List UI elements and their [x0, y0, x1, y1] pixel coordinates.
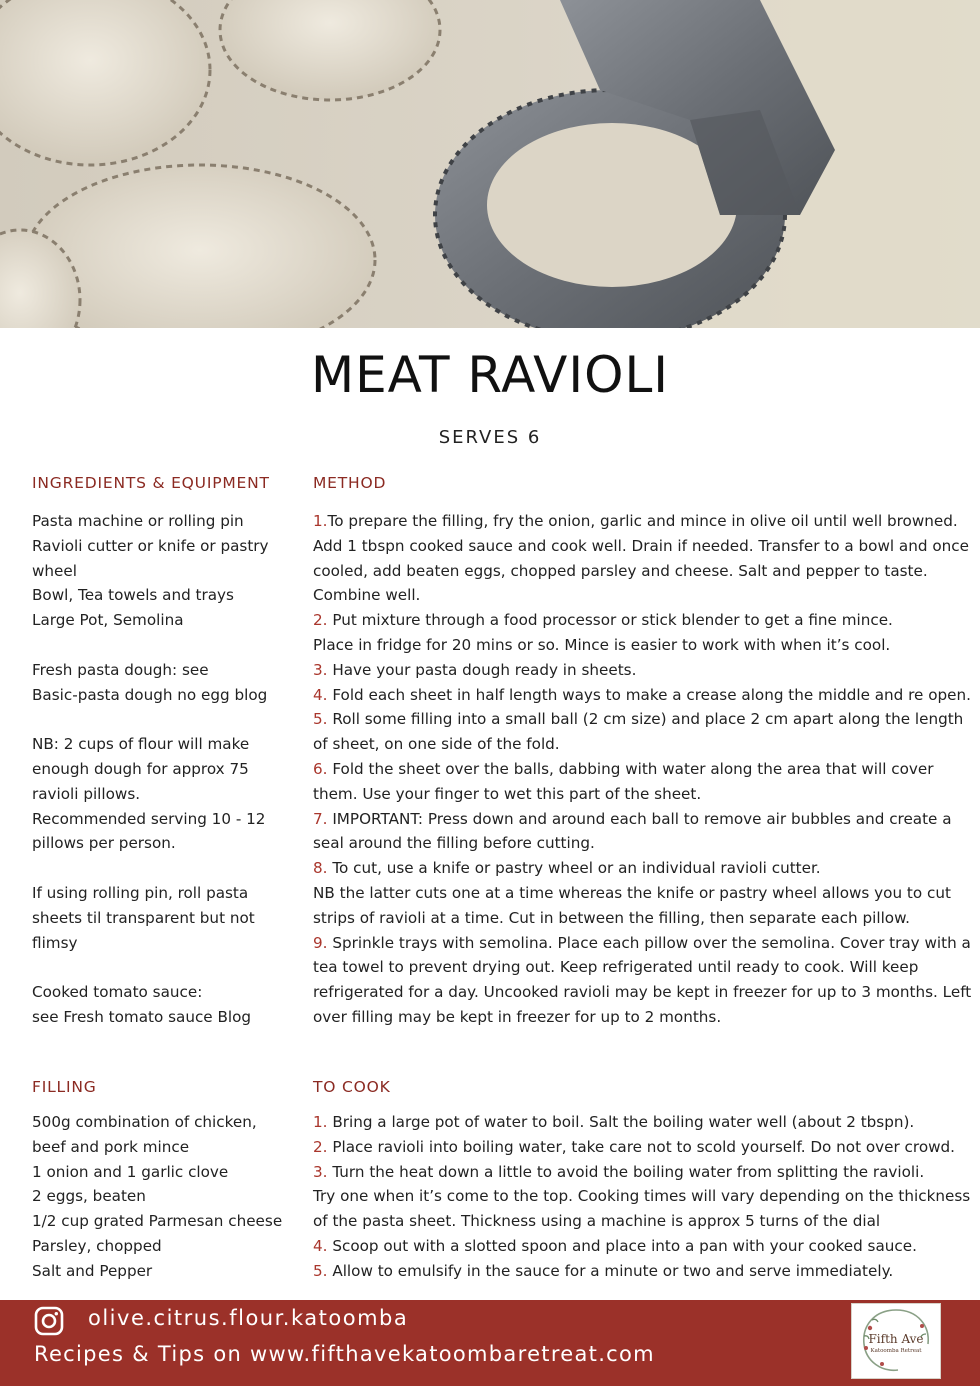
- method-steps: [313, 509, 973, 1030]
- tomato-sauce-paragraph: [32, 980, 294, 1030]
- ingredient-line: Pasta machine or rolling pin: [32, 512, 244, 530]
- ingredient-line: Fresh pasta dough: see: [32, 660, 209, 679]
- step-text: To prepare the filling, fry the onion, garlic and mince in olive oil until well browned. Add 1 tbspn cooked sauce and cook well. Drain if needed. Transfer to a bowl and once cooled, add beaten eggs, chopped parsley and cheese. Salt and pepper to taste. Combine well.: [313, 512, 969, 605]
- filling-item: Salt and Pepper: [32, 1261, 153, 1280]
- step-number: 1.: [313, 512, 328, 530]
- step-text: To cut, use a knife or pastry wheel or an individual ravioli cutter.: [327, 859, 821, 878]
- step-text: Fold each sheet in half length ways to make a crease along the middle and re open.: [327, 685, 971, 704]
- step-text: Put mixture through a food processor or stick blender to get a fine mince.: [327, 611, 893, 630]
- step-number: 4.: [313, 1236, 328, 1255]
- step-text-extra: Place in fridge for 20 mins or so. Mince is easier to work with when it’s cool.: [313, 635, 891, 654]
- step-text: Place ravioli into boiling water, take care not to scold yourself. Do not over crowd.: [327, 1137, 955, 1156]
- step-number: 3.: [313, 1162, 328, 1181]
- ingredient-line: Recommended serving 10 - 12 pillows per person.: [32, 809, 266, 853]
- step-number: 6.: [313, 759, 328, 778]
- ingredients-heading: INGREDIENTS & EQUIPMENT: [32, 474, 270, 492]
- cook-step-4: [313, 1234, 978, 1259]
- filling-item: 2 eggs, beaten: [32, 1187, 146, 1206]
- step-text: Allow to emulsify in the sauce for a minute or two and serve immediately.: [327, 1261, 894, 1280]
- filling-item: 1/2 cup grated Parmesan cheese: [32, 1212, 283, 1231]
- equipment-paragraph: [32, 509, 294, 633]
- step-number: 7.: [313, 809, 328, 828]
- method-step-9: [313, 931, 973, 1030]
- to-cook-heading: TO COOK: [313, 1078, 391, 1096]
- step-number: 5.: [313, 1261, 328, 1280]
- step-number: 2.: [313, 611, 328, 630]
- method-step-6: [313, 757, 973, 807]
- instagram-handle-link[interactable]: olive.citrus.flour.katoomba: [88, 1306, 409, 1330]
- ingredients-list: [32, 509, 294, 1030]
- hero-photo-ravioli-cutter: [0, 0, 980, 328]
- serves-subtitle: SERVES 6: [438, 427, 542, 448]
- cook-step-3: [313, 1160, 978, 1234]
- filling-list: [32, 1110, 294, 1284]
- to-cook-steps: [313, 1110, 978, 1284]
- step-text-extra: NB the latter cuts one at a time whereas the knife or pastry wheel allows you to cut strips of ravioli at a time. Cut in between the filling, then separate each pillow.: [313, 883, 951, 927]
- cook-step-2: [313, 1135, 978, 1160]
- filling-item: 1 onion and 1 garlic clove: [32, 1162, 229, 1181]
- filling-heading: FILLING: [32, 1078, 97, 1096]
- instagram-icon[interactable]: [34, 1306, 64, 1336]
- step-text-extra: Try one when it’s come to the top. Cooking times will vary depending on the thickness of the pasta sheet. Thickness using a machine is approx 5 turns of the dial: [313, 1187, 971, 1231]
- cook-step-5: [313, 1259, 978, 1284]
- step-text: Scoop out with a slotted spoon and place into a pan with your cooked sauce.: [327, 1236, 917, 1255]
- method-step-8: [313, 856, 973, 930]
- method-step-7: [313, 807, 973, 857]
- step-number: 4.: [313, 685, 328, 704]
- method-step-5: [313, 707, 973, 757]
- logo-sub-text: Katoomba Retreat: [870, 1348, 922, 1354]
- step-number: 5.: [313, 710, 328, 729]
- step-number: 1.: [313, 1113, 328, 1131]
- step-text: Sprinkle trays with semolina. Place each pillow over the semolina. Cover tray with a tea towel to prevent drying out. Keep refrigerated until ready to cook. Will keep refrigerated for a day. Uncooked ravioli may be kept in freezer for up to 3 months. Left over filling may be kept in freezer for up to 2 months.: [313, 933, 972, 1026]
- filling-item: Parsley, chopped: [32, 1236, 162, 1255]
- ingredient-line: Basic-pasta dough no egg blog: [32, 685, 268, 704]
- ingredient-line: NB: 2 cups of flour will make enough dough for approx 75 ravioli pillows.: [32, 735, 250, 803]
- filling-item: 500g combination of chicken, beef and pork mince: [32, 1113, 257, 1156]
- step-number: 8.: [313, 859, 328, 878]
- website-link[interactable]: Recipes & Tips on www.fifthavekatoombaretreat.com: [34, 1342, 655, 1366]
- method-heading: METHOD: [313, 474, 387, 492]
- step-text: IMPORTANT: Press down and around each ball to remove air bubbles and create a seal around the filling before cutting.: [313, 809, 952, 853]
- ingredient-line: If using rolling pin, roll pasta sheets til transparent but not flimsy: [32, 883, 255, 952]
- hero-illustration: [0, 0, 980, 328]
- cook-step-1: [313, 1110, 978, 1135]
- logo-main-text: Fifth Ave: [868, 1332, 924, 1346]
- ingredient-line: Ravioli cutter or knife or pastry wheel: [32, 536, 269, 580]
- step-text: Bring a large pot of water to boil. Salt the boiling water well (about 2 tbspn).: [327, 1113, 915, 1131]
- step-number: 2.: [313, 1137, 328, 1156]
- ingredient-line: Cooked tomato sauce:: [32, 983, 203, 1002]
- step-number: 3.: [313, 660, 328, 679]
- ingredient-line: see Fresh tomato sauce Blog: [32, 1007, 252, 1026]
- step-text: Fold the sheet over the balls, dabbing with water along the area that will cover them. Use your finger to wet this part of the sheet.: [313, 759, 934, 803]
- step-text: Turn the heat down a little to avoid the boiling water from splitting the ravioli.: [327, 1162, 925, 1181]
- ingredient-line: Bowl, Tea towels and trays: [32, 586, 234, 605]
- rolling-pin-paragraph: [32, 881, 294, 955]
- pasta-dough-paragraph: [32, 658, 294, 708]
- page-title: MEAT RAVIOLI: [310, 346, 670, 404]
- fifth-ave-logo: [851, 1303, 941, 1379]
- step-text: Roll some filling into a small ball (2 cm size) and place 2 cm apart along the length of sheet, on one side of the fold.: [313, 710, 964, 754]
- step-number: 9.: [313, 933, 328, 952]
- method-step-1: [313, 509, 973, 608]
- step-text: Have your pasta dough ready in sheets.: [327, 660, 637, 679]
- method-step-4: [313, 683, 973, 708]
- method-step-3: [313, 658, 973, 683]
- ingredient-line: Large Pot, Semolina: [32, 611, 184, 630]
- flour-note-paragraph: [32, 732, 294, 856]
- method-step-2: [313, 608, 973, 658]
